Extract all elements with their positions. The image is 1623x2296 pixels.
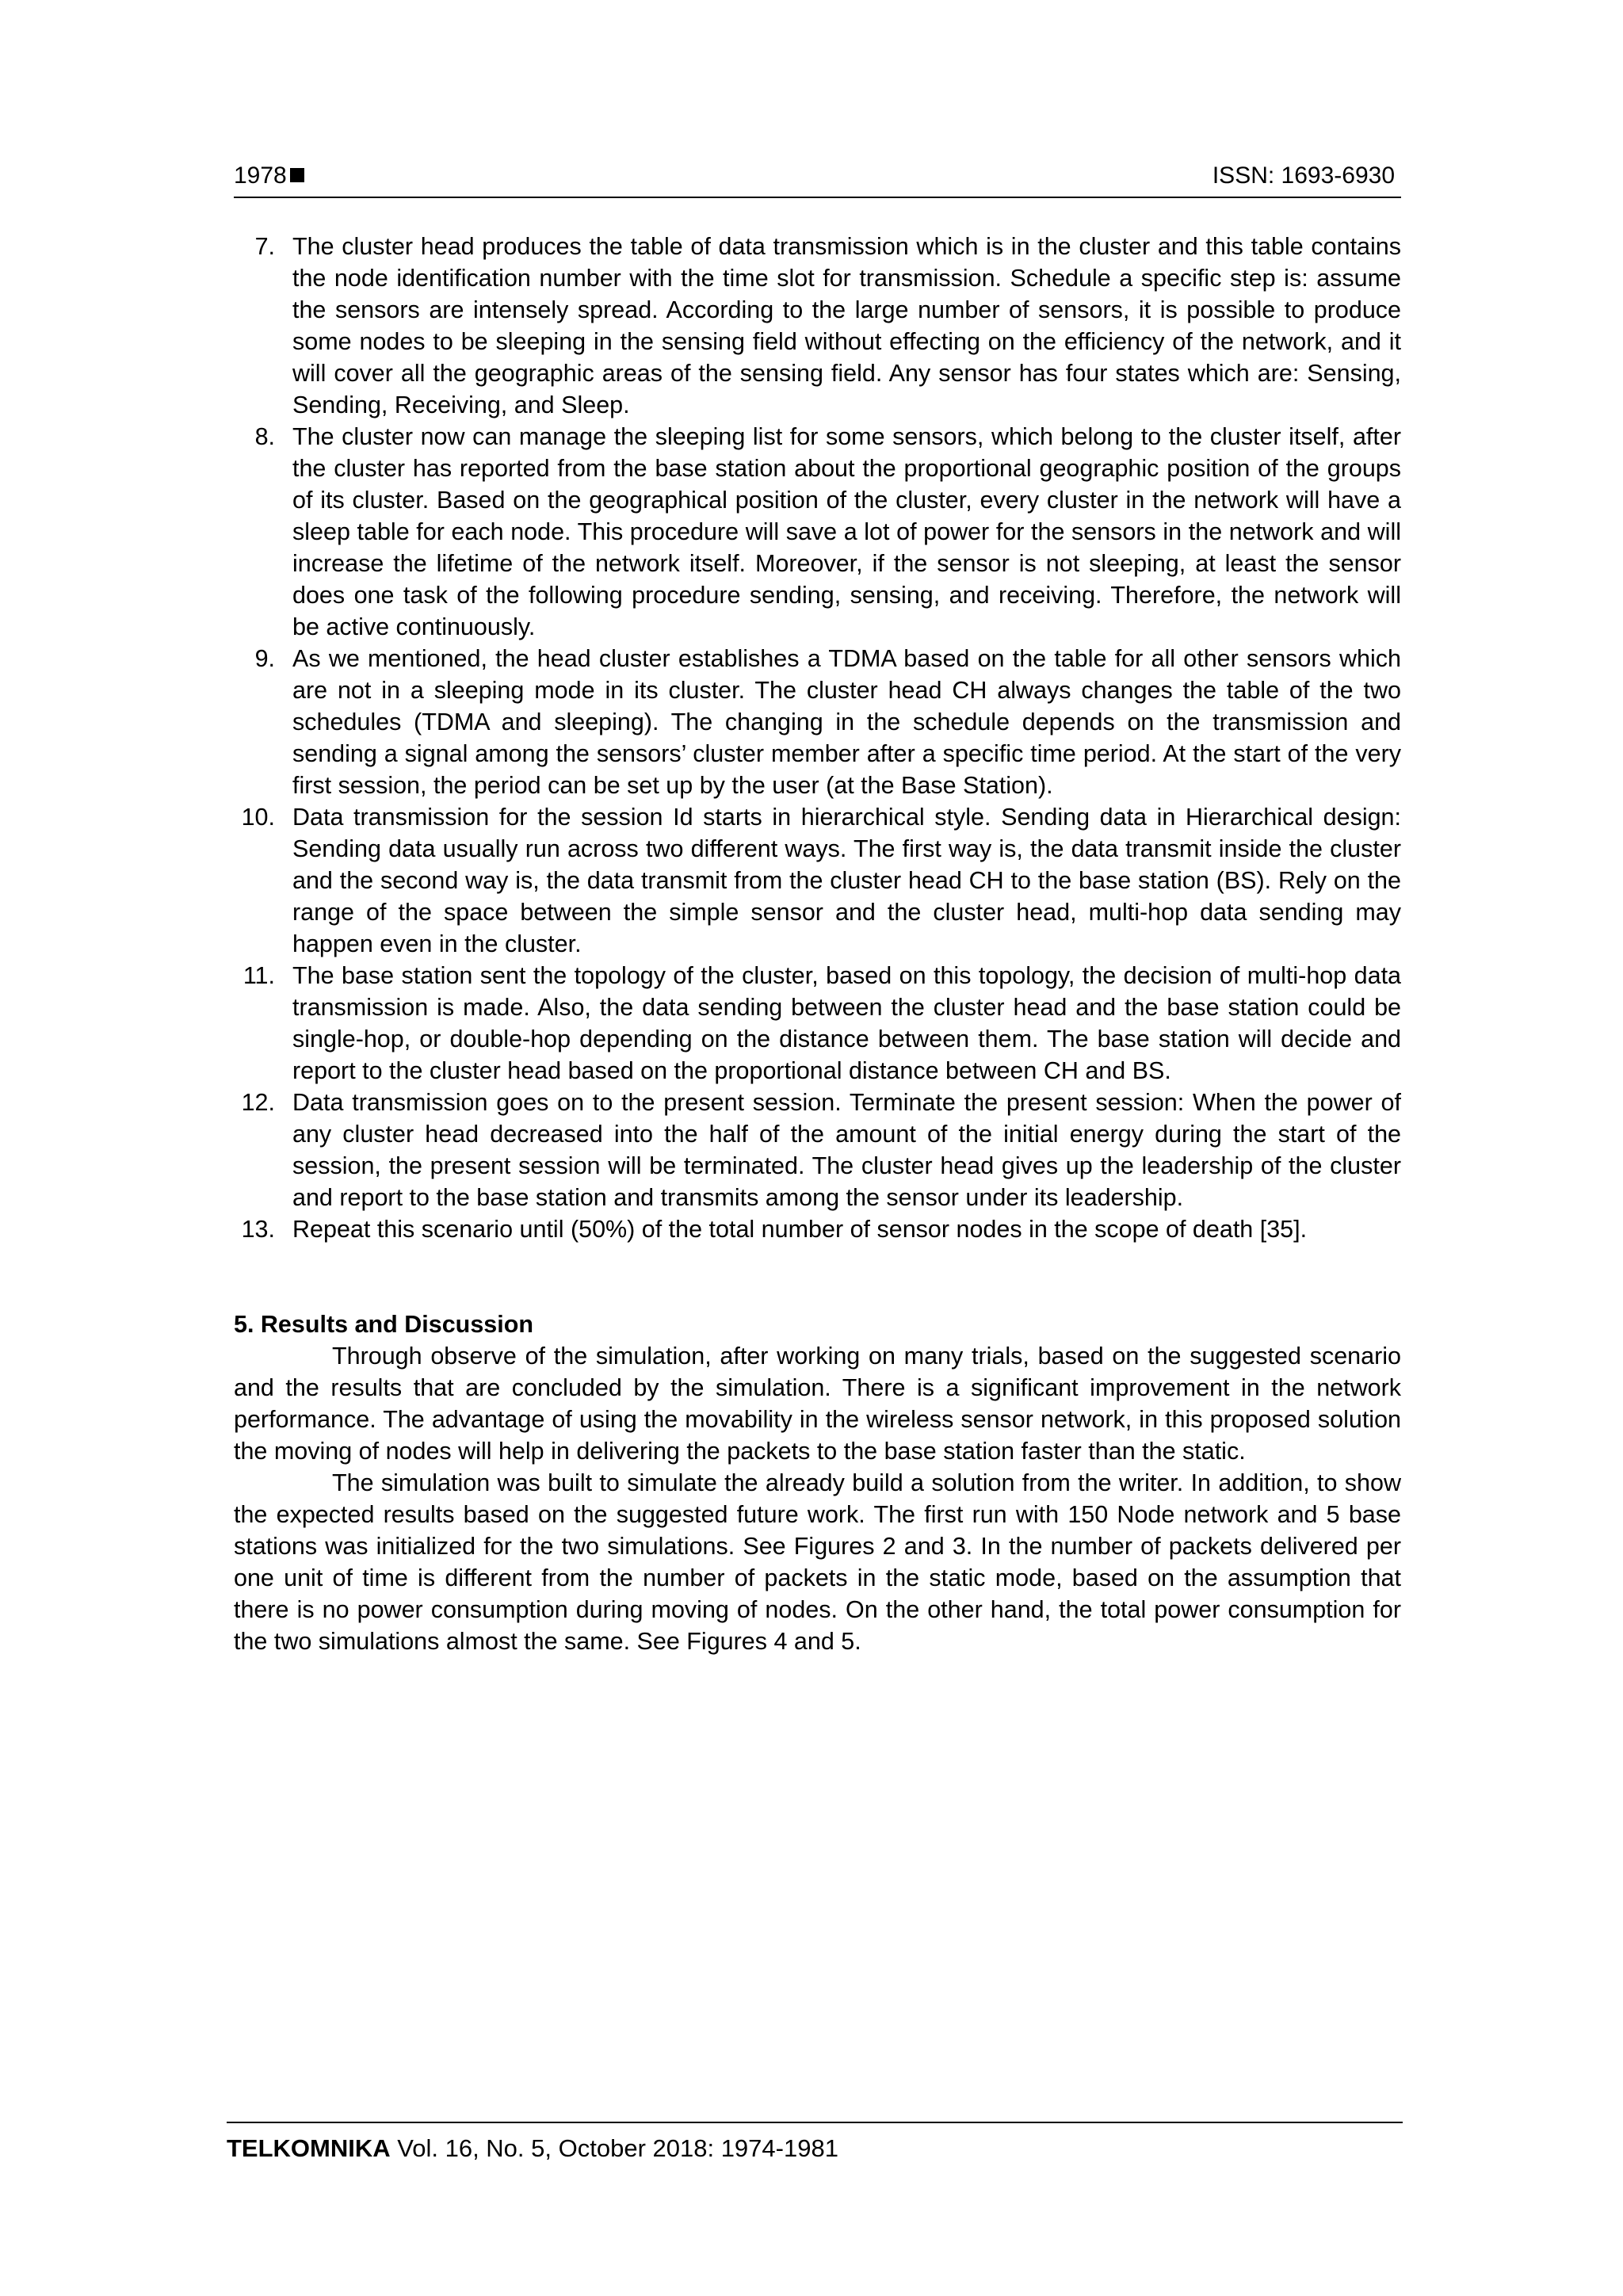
page-content [234,231,1401,1657]
page-header [234,155,1401,198]
list-item-text: As we mentioned, the head cluster establishes a TDMA based on the table for all other sensors which are not in a sleeping mode in its cluster. The cluster head CH always changes the table of the two schedules (TDMA and sleeping). The changing in the schedule depends on the transmission and sending a signal among the sensors’ cluster member after a specific time period. At the start of the very first session, the period can be set up by the user (at the Base Station). [292,645,1401,799]
list-item-number: 10. [241,804,275,831]
list-item-number: 8. [254,423,275,450]
journal-name: TELKOMNIKA [227,2134,391,2162]
list-item [234,643,1401,801]
page-number [234,160,304,192]
list-item [234,421,1401,643]
list-item-text: The cluster now can manage the sleeping list for some sensors, which belong to the cluster itself, after the cluster has reported from the base station about the proportional geographic position of the groups of its cluster. Based on the geographical position of the cluster, every cluster in the network will have a sleep table for each node. This procedure will save a lot of power for the sensors in the network and will increase the lifetime of the network itself. Moreover, if the sensor is not sleeping, at least the sensor does one task of the following procedure sending, sensing, and receiving. Therefore, the network will be active continuously. [292,423,1401,640]
list-item [234,801,1401,960]
list-item-text: The cluster head produces the table of data transmission which is in the cluster and this table contains the node identification number with the time slot for transmission. Schedule a specific step is: assume the sensors are intensely spread. According to the large number of sensors, it is possible to produce some nodes to be sleeping in the sensing field without effecting on the efficiency of the network, and it will cover all the geographic areas of the sensing field. Any sensor has four states which are: Sensing, Sending, Receiving, and Sleep. [292,233,1401,418]
list-item-number: 9. [254,645,275,672]
list-item-number: 11. [242,962,275,989]
list-item-number: 7. [254,233,275,260]
list-item-text: Data transmission for the session Id starts in hierarchical style. Sending data in Hierarchical design: Sending data usually run across two different ways. The first way is, the data transmit inside the cluster and the second way is, the data transmit from the cluster head CH to the base station (BS). Rely on the range of the space between the simple sensor and the cluster head, multi-hop data sending may happen even in the cluster. [292,804,1401,957]
square-bullet-icon [290,168,304,182]
list-item-number: 12. [241,1089,275,1116]
list-item [234,1087,1401,1213]
procedure-steps-list [234,231,1401,1245]
list-item [234,231,1401,421]
page-number-text: 1978 [234,162,287,189]
list-item-text: Data transmission goes on to the present session. Terminate the present session: When the power of any cluster head decreased into the half of the amount of the initial energy during the start of the session, the present session will be terminated. The cluster head gives up the leadership of the cluster and report to the base station and transmits among the sensor under its leadership. [292,1089,1401,1211]
list-item-number: 13. [241,1216,275,1243]
list-item [234,960,1401,1087]
page-footer [227,2122,1403,2164]
list-item [234,1213,1401,1245]
list-item-text: Repeat this scenario until (50%) of the total number of sensor nodes in the scope of death [35]. [292,1216,1308,1243]
body-paragraph: The simulation was built to simulate the already build a solution from the writer. In addition, to show the expected results based on the suggested future work. The first run with 150 Node network and 5 base stations was initialized for the two simulations. See Figures 2 and 3. In the number of packets delivered per one unit of time is different from the number of packets in the static mode, based on the assumption that there is no power consumption during moving of nodes. On the other hand, the total power consumption for the two simulations almost the same. See Figures 4 and 5. [234,1469,1401,1655]
section-heading: 5. Results and Discussion [234,1311,533,1338]
journal-citation: Vol. 16, No. 5, October 2018: 1974-1981 [390,2134,838,2162]
body-paragraph: Through observe of the simulation, after working on many trials, based on the suggested scenario and the results that are concluded by the simulation. There is a significant improvement in the network performance. The advantage of using the movability in the wireless sensor network, in this proposed solution the moving of nodes will help in delivering the packets to the base station faster than the static. [234,1343,1401,1465]
list-item-text: The base station sent the topology of the cluster, based on this topology, the decision of multi-hop data transmission is made. Also, the data sending between the cluster head and the base station could be single-hop, or double-hop depending on the distance between them. The base station will decide and report to the cluster head based on the proportional distance between CH and BS. [292,962,1401,1084]
issn: ISSN: 1693-6930 [1212,162,1395,189]
